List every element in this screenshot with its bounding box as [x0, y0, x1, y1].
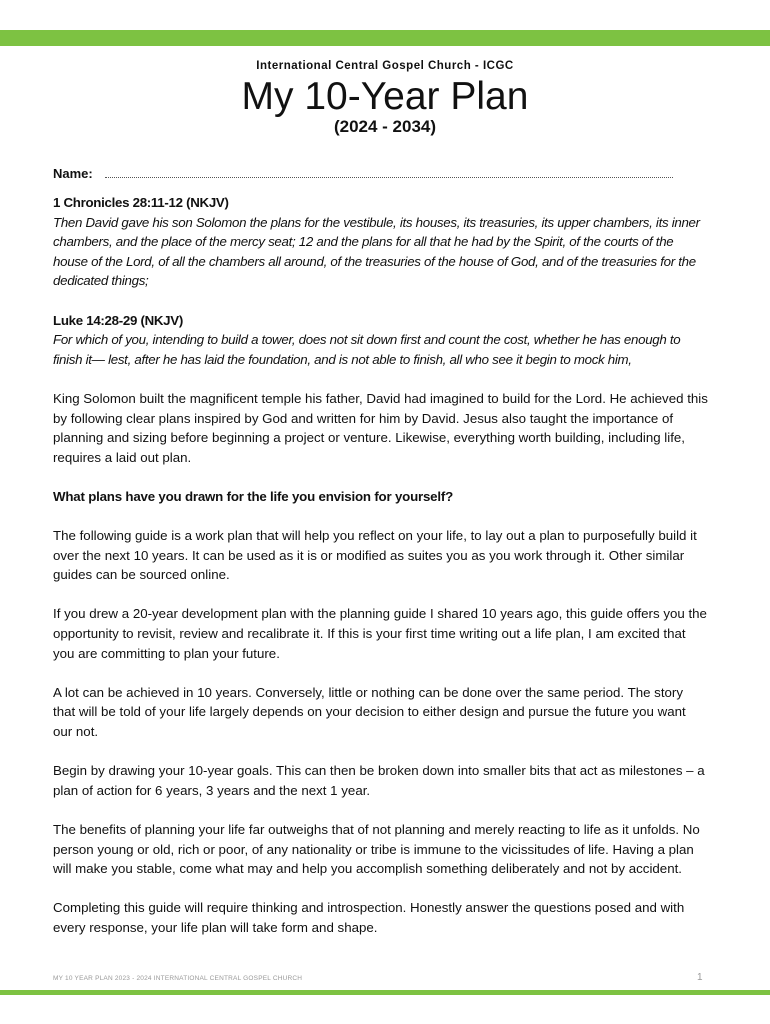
name-label: Name: — [53, 166, 93, 181]
name-fill-line — [105, 167, 673, 178]
scripture-reference: Luke 14:28-29 (NKJV) — [53, 312, 183, 328]
footer-text: MY 10 YEAR PLAN 2023 - 2024 INTERNATIONAL CENTRAL GOSPEL CHURCH — [53, 975, 303, 982]
body-paragraph: The following guide is a work plan that will help you reflect on your life, to lay out a plan to purposefully build it over the next 10 years. It can be used as it is or modified as suites you as you work through it. Other similar guides can be sourced online. — [53, 528, 697, 583]
body-paragraph: A lot can be achieved in 10 years. Conversely, little or nothing can be done over the same period. The story that will be told of your life largely depends on your decision to either design and pursue the future you want our not. — [53, 684, 686, 740]
scripture-text: Then David gave his son Solomon the plans for the vestibule, its houses, its treasuries, its upper chambers, its inner chambers, and the place of the mercy seat; 12 and the plans for all that he had by the Spirit, of the courts of the house of the Lord, of all the chambers all around, of the treasuries of the house of God, and of the treasuries for the dedicated things; — [53, 214, 700, 289]
intro-paragraph: King Solomon built the magnificent temple his father, David had imagined to build for the Lord. He achieved this by following clear plans inspired by God and written for him by David. Jesus also taught the importance of planning and sizing before beginning a project or venture. Likewise, everything worth building, including life, requires a laid out plan. — [53, 390, 708, 465]
guiding-question: What plans have you drawn for the life you envision for yourself? — [53, 488, 454, 504]
bottom-accent-bar — [0, 990, 770, 995]
page-title: My 10-Year Plan — [241, 75, 529, 118]
document-body — [53, 193, 708, 938]
scripture-reference: 1 Chronicles 28:11-12 (NKJV) — [53, 195, 229, 210]
body-paragraph: Completing this guide will require thinking and introspection. Honestly answer the questions posed and with every response, your life plan will take form and shape. — [53, 900, 685, 935]
plan-years: (2024 - 2034) — [333, 117, 437, 136]
body-paragraph: If you drew a 20-year development plan with the planning guide I shared 10 years ago, this guide offers you the opportunity to revisit, review and recalibrate it. If this is your first time writing out a life plan, I am excited that you are committing to plan your future. — [53, 606, 707, 661]
name-field — [53, 166, 673, 181]
scripture-text: For which of you, intending to build a tower, does not sit down first and count the cost, whether he has enough to finish it— lest, after he has laid the foundation, and is not able to finish, all who see it begin to mock him, — [53, 332, 681, 367]
organization-name: International Central Gospel Church - ICGC — [256, 60, 514, 72]
body-paragraph: Begin by drawing your 10-year goals. This can then be broken down into smaller bits that act as milestones – a plan of action for 6 years, 3 years and the next 1 year. — [53, 763, 705, 798]
top-accent-bar — [0, 30, 770, 46]
body-paragraph: The benefits of planning your life far outweighs that of not planning and merely reacting to life as it unfolds. No person young or old, rich or poor, of any nationality or tribe is immune to the vicissitudes of life. Having a plan will make you stable, come what may and help you accomplish something deliberately and not by accident. — [53, 822, 700, 877]
page-number: 1 — [697, 972, 703, 983]
